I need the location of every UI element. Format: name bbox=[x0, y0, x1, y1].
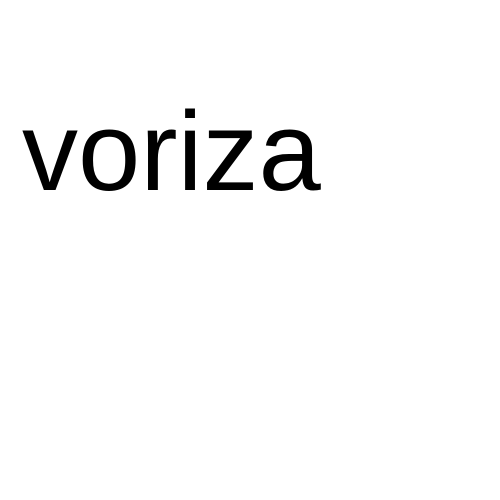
word-text: voriza bbox=[22, 89, 321, 214]
